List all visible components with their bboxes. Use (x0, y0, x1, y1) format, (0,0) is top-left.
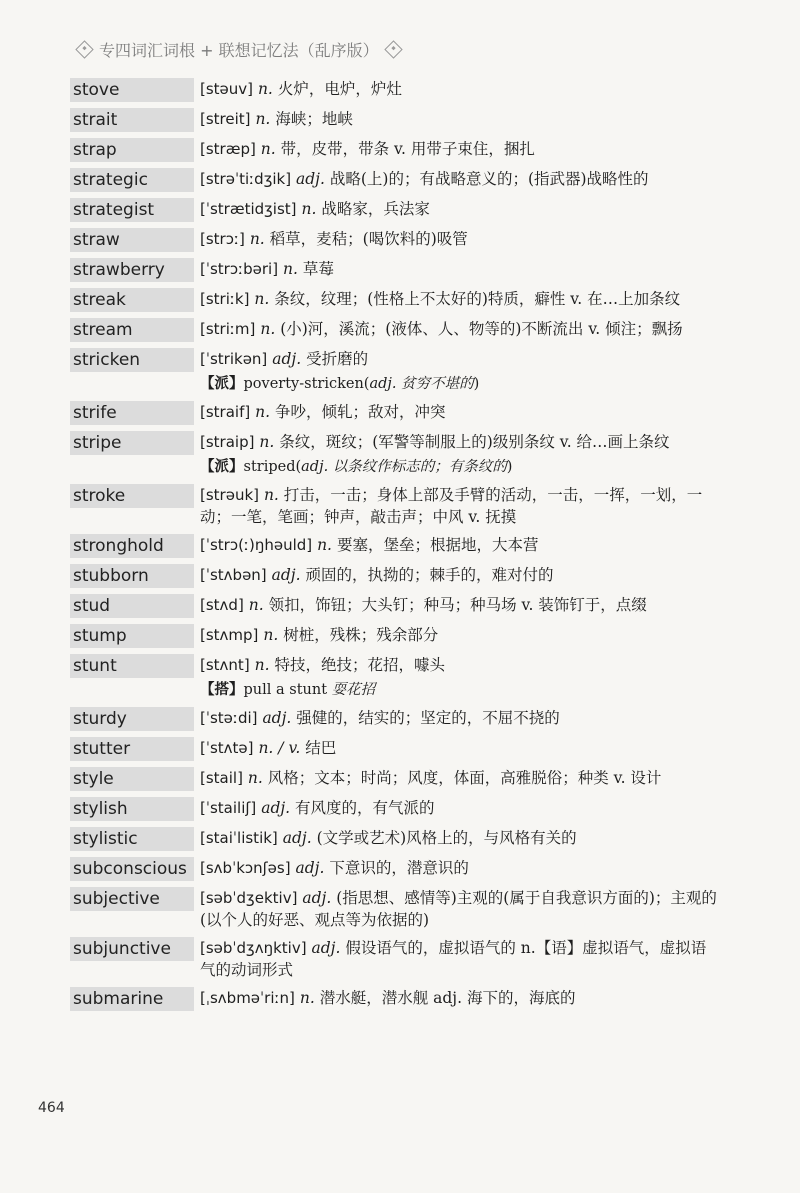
derivative-note (200, 373, 720, 395)
definition (200, 767, 720, 789)
definition (200, 887, 720, 931)
part-of-speech: n. (301, 200, 317, 218)
diamond-ornament-icon (75, 40, 93, 58)
phonetic: [staiˈlistik] (200, 829, 278, 847)
definition (200, 737, 720, 759)
note-main: pull a stunt (243, 682, 332, 698)
phonetic: [ˈstrætidʒist] (200, 200, 297, 218)
headword: stump (70, 624, 194, 648)
phonetic: [stʌnt] (200, 656, 250, 674)
part-of-speech: n. (248, 596, 264, 614)
headword: stove (70, 78, 194, 102)
headword: stripe (70, 431, 194, 455)
phonetic: [ˈstʌtə] (200, 739, 254, 757)
entry-row (70, 168, 720, 192)
definition-text: 条纹，纹理；(性格上不太好的)特质，癖性 v. 在…上加条纹 (274, 290, 681, 308)
note-tag: 【派】 (200, 375, 244, 392)
definition (200, 138, 720, 160)
definition (200, 484, 720, 528)
part-of-speech: adj. (295, 859, 325, 877)
part-of-speech: n. (249, 230, 265, 248)
headword: stream (70, 318, 194, 342)
part-of-speech: adj. (282, 829, 312, 847)
headword: stronghold (70, 534, 194, 558)
headword: stutter (70, 737, 194, 761)
definition (200, 827, 720, 849)
note-it: 耍花招 (331, 682, 376, 698)
part-of-speech: n. (257, 80, 273, 98)
headword: strait (70, 108, 194, 132)
definition (200, 564, 720, 586)
note-end: ) (506, 459, 513, 475)
phonetic: [strəuk] (200, 486, 259, 504)
entry-list (70, 78, 720, 1017)
entry-row (70, 198, 720, 222)
phonetic: [striːm] (200, 320, 256, 338)
phonetic: [ˈstrikən] (200, 350, 268, 368)
phonetic: [streit] (200, 110, 251, 128)
part-of-speech: n. (254, 656, 270, 674)
part-of-speech: n. (254, 290, 270, 308)
phonetic: [straip] (200, 433, 255, 451)
definition-text: 树桩，残株；残余部分 (283, 626, 439, 644)
entry-row (70, 431, 720, 478)
entry-row (70, 564, 720, 588)
definition-text: 结巴 (305, 739, 337, 757)
headword: stroke (70, 484, 194, 508)
definition-text: 火炉，电炉，炉灶 (277, 80, 402, 98)
entry-row (70, 827, 720, 851)
definition (200, 348, 720, 395)
entry-row (70, 737, 720, 761)
phonetic: [stræp] (200, 140, 256, 158)
headword: straw (70, 228, 194, 252)
entry-row (70, 937, 720, 981)
entry-row (70, 318, 720, 342)
definition (200, 797, 720, 819)
part-of-speech: n. (255, 403, 271, 421)
entry-row (70, 78, 720, 102)
definition-text: 要塞，堡垒；根据地，大本营 (336, 536, 539, 554)
definition-text: 争吵，倾轧；敌对，冲突 (275, 403, 446, 421)
entry-row (70, 138, 720, 162)
definition (200, 168, 720, 190)
headword: strap (70, 138, 194, 162)
part-of-speech: n. (317, 536, 332, 554)
definition (200, 288, 720, 310)
entry-row (70, 987, 720, 1011)
entry-row (70, 534, 720, 558)
phonetic: [strɔː] (200, 230, 245, 248)
headword: stubborn (70, 564, 194, 588)
definition (200, 78, 720, 100)
phonetic: [səbˈdʒʌŋktiv] (200, 939, 307, 957)
entry-row (70, 594, 720, 618)
note-main: striped( (243, 459, 302, 475)
definition-text: 领扣，饰钮；大头钉；种马；种马场 v. 装饰钉于，点缀 (268, 596, 647, 614)
part-of-speech: n. (255, 110, 271, 128)
part-of-speech: n. (263, 626, 279, 644)
definition-text: 海峡；地峡 (275, 110, 353, 128)
phonetic: [ˈstailiʃ] (200, 799, 257, 817)
part-of-speech: adj. (271, 566, 301, 584)
note-it: adj. 贫穷不堪的 (369, 376, 474, 392)
headword: stylistic (70, 827, 194, 851)
entry-row (70, 108, 720, 132)
entry-row (70, 857, 720, 881)
definition (200, 654, 720, 701)
definition (200, 594, 720, 616)
part-of-speech: n. (260, 140, 276, 158)
headword: submarine (70, 987, 194, 1011)
definition-text: 潜水艇，潜水舰 adj. 海下的，海底的 (319, 989, 576, 1007)
derivative-note (200, 456, 720, 478)
definition-text: 带，皮带，带条 v. 用带子束住，捆扎 (280, 140, 535, 158)
entry-row (70, 707, 720, 731)
phonetic: [striːk] (200, 290, 250, 308)
part-of-speech: adj. (311, 939, 341, 957)
definition (200, 857, 720, 879)
entry-row (70, 228, 720, 252)
headword: sturdy (70, 707, 194, 731)
phonetic: [stəuv] (200, 80, 254, 98)
note-tag: 【搭】 (200, 681, 244, 698)
headword: subconscious (70, 857, 194, 881)
note-it: adj. 以条纹作标志的；有条纹的 (301, 459, 507, 475)
part-of-speech: n. (283, 260, 298, 278)
entry-row (70, 654, 720, 701)
diamond-ornament-icon (384, 40, 402, 58)
headword: stylish (70, 797, 194, 821)
phonetic: [stʌd] (200, 596, 244, 614)
derivative-note (200, 679, 720, 701)
definition-text: 下意识的，潜意识的 (329, 859, 469, 877)
entry-row (70, 258, 720, 282)
part-of-speech: n. (247, 769, 263, 787)
definition-text: 稻草，麦秸；(喝饮料的)吸管 (269, 230, 468, 248)
definition-text: 打击，一击；身体上部及手臂的活动，一击，一挥，一划，一动；一笔，笔画；钟声，敲击声；中风 v. 抚摸 (200, 486, 703, 526)
headword: strategist (70, 198, 194, 222)
running-header (70, 38, 408, 61)
definition (200, 624, 720, 646)
definition-text: 风格；文本；时尚；风度，体面，高雅脱俗；种类 v. 设计 (267, 769, 662, 787)
entry-row (70, 797, 720, 821)
phonetic: [straif] (200, 403, 251, 421)
definition-text: 强健的，结实的；坚定的，不屈不挠的 (296, 709, 560, 727)
phonetic: [ˈstəːdi] (200, 709, 258, 727)
definition (200, 707, 720, 729)
entry-row (70, 484, 720, 528)
header-title: 专四词汇词根 + 联想记忆法（乱序版） (99, 41, 379, 60)
definition (200, 108, 720, 130)
definition-text: 受折磨的 (306, 350, 369, 368)
definition-text: 特技，绝技；花招，噱头 (274, 656, 445, 674)
headword: strife (70, 401, 194, 425)
headword: stunt (70, 654, 194, 678)
part-of-speech: n. / v. (258, 739, 301, 757)
definition-text: 有风度的，有气派的 (295, 799, 435, 817)
definition-text: 条纹，斑纹；(军警等制服上的)级别条纹 v. 给…画上条纹 (279, 433, 670, 451)
part-of-speech: adj. (261, 799, 291, 817)
part-of-speech: n. (260, 320, 276, 338)
definition-text: 战略家，兵法家 (321, 200, 430, 218)
headword: strategic (70, 168, 194, 192)
headword: strawberry (70, 258, 194, 282)
definition (200, 431, 720, 478)
definition (200, 228, 720, 250)
headword: stud (70, 594, 194, 618)
phonetic: [stʌmp] (200, 626, 259, 644)
definition (200, 401, 720, 423)
part-of-speech: adj. (262, 709, 292, 727)
entry-row (70, 348, 720, 395)
page-number: 464 (38, 1100, 65, 1116)
phonetic: [stail] (200, 769, 243, 787)
note-end: ) (473, 376, 480, 392)
part-of-speech: adj. (302, 889, 332, 907)
definition (200, 198, 720, 220)
definition (200, 318, 720, 340)
phonetic: [ˈstʌbən] (200, 566, 267, 584)
definition (200, 534, 720, 556)
entry-row (70, 401, 720, 425)
part-of-speech: adj. (296, 170, 325, 188)
headword: style (70, 767, 194, 791)
part-of-speech: adj. (272, 350, 302, 368)
definition (200, 937, 720, 981)
definition-text: (文学或艺术)风格上的，与风格有关的 (316, 829, 577, 847)
part-of-speech: n. (263, 486, 279, 504)
phonetic: [strəˈtiːdʒik] (200, 170, 292, 188)
definition (200, 987, 720, 1009)
note-main: poverty-stricken( (243, 376, 370, 392)
phonetic: [ˈstrɔ(ː)ŋhəuld] (200, 536, 313, 554)
part-of-speech: n. (259, 433, 275, 451)
headword: subjunctive (70, 937, 194, 961)
headword: subjective (70, 887, 194, 911)
definition-text: 顽固的，执拗的；棘手的，难对付的 (305, 566, 554, 584)
phonetic: [səbˈdʒektiv] (200, 889, 298, 907)
definition-text: 战略(上)的；有战略意义的；(指武器)战略性的 (329, 170, 649, 188)
entry-row (70, 767, 720, 791)
entry-row (70, 288, 720, 312)
definition (200, 258, 720, 280)
phonetic: [ˌsʌbməˈriːn] (200, 989, 295, 1007)
phonetic: [sʌbˈkɔnʃəs] (200, 859, 291, 877)
definition-text: (指思想、感情等)主观的(属于自我意识方面的)；主观的(以个人的好恶、观点等为依据的) (200, 889, 717, 929)
phonetic: [ˈstrɔːbəri] (200, 260, 279, 278)
headword: stricken (70, 348, 194, 372)
definition-text: (小)河，溪流；(液体、人、物等的)不断流出 v. 倾注；飘扬 (280, 320, 683, 338)
definition-text: 草莓 (302, 260, 334, 278)
part-of-speech: n. (299, 989, 315, 1007)
entry-row (70, 624, 720, 648)
headword: streak (70, 288, 194, 312)
entry-row (70, 887, 720, 931)
note-tag: 【派】 (200, 458, 244, 475)
definition-text: 假设语气的，虚拟语气的 n.【语】虚拟语气，虚拟语气的动词形式 (200, 939, 707, 979)
